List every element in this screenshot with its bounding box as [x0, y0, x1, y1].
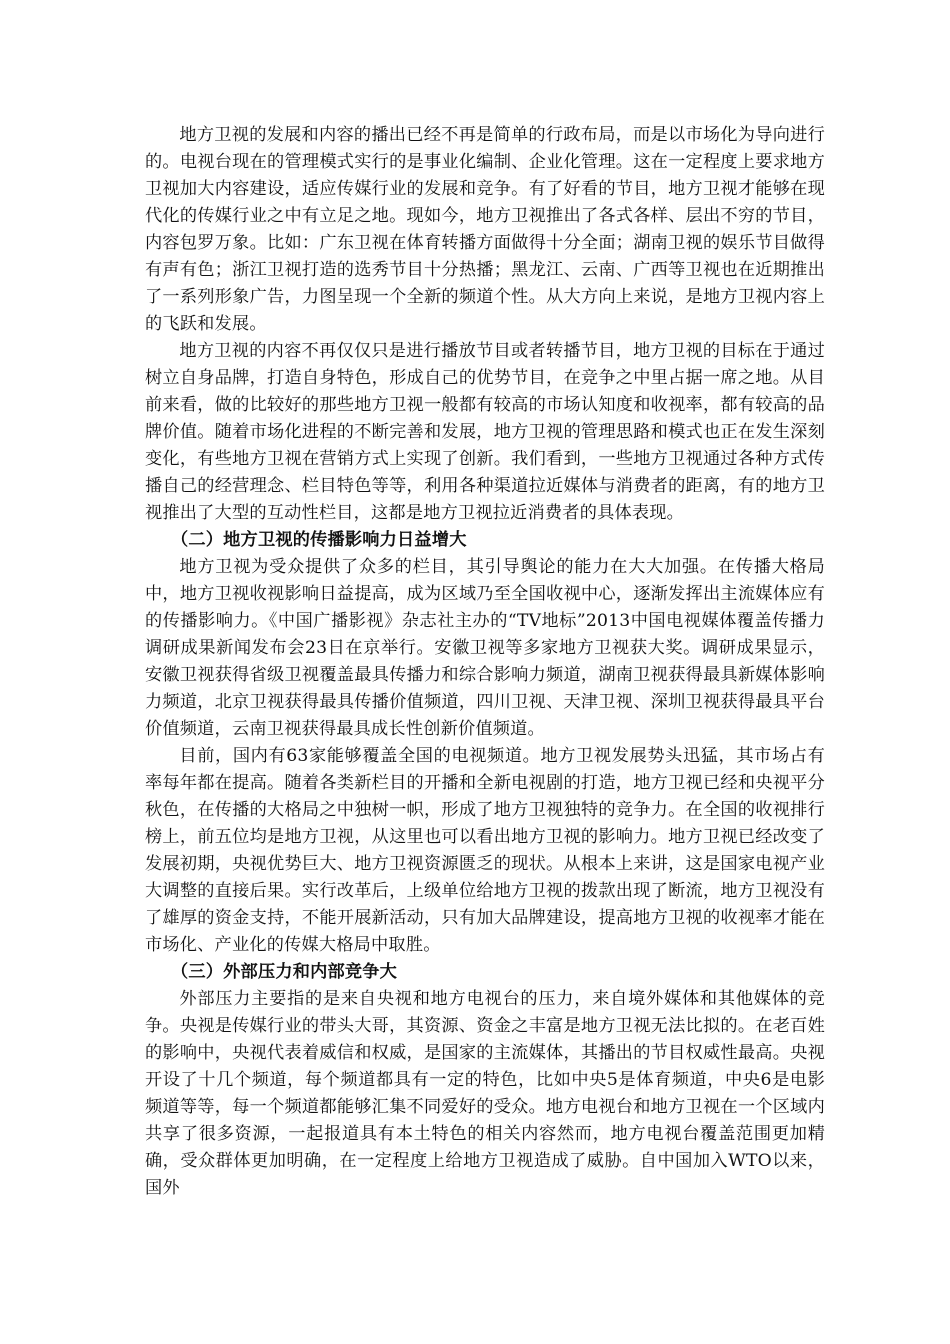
section-heading-influence: （二）地方卫视的传播影响力日益增大 [171, 530, 467, 550]
paragraph-market-share: 目前，国内有63家能够覆盖全国的电视频道。地方卫视发展势头迅猛，其市场占有率每年都在提高。随着各类新栏目的开播和全新电视剧的打造，地方卫视已经和央视平分秋色，在传播的大格局之中独树一帜，形成了地方卫视独特的竞争力。在全国的收视排行榜上，前五位均是地方卫视，从这里也可以看出地方卫视的影响力。地方卫视已经改变了发展初期，央视优势巨大、地方卫视资源匮乏的现状。从根本上来讲，这是国家电视产业大调整的直接后果。实行改革后，上级单位给地方卫视的拨款出现了断流，地方卫视没有了雄厚的资金支持，不能开展新活动，只有加大品牌建设，提高地方卫视的收视率才能在市场化、产业化的传媒大格局中取胜。 [145, 746, 825, 955]
paragraph-external-pressure: 外部压力主要指的是来自央视和地方电视台的压力，来自境外媒体和其他媒体的竞争。央视是传媒行业的带头大哥，其资源、资金之丰富是地方卫视无法比拟的。在老百姓的影响中，央视代表着威信和权威，是国家的主流媒体，其播出的节目权威性最高。央视开设了十几个频道，每个频道都具有一定的特色，比如中央5是体育频道，中央6是电影频道等等，每一个频道都能够汇集不同爱好的受众。地方电视台和地方卫视在一个区域内共享了很多资源，一起报道具有本土特色的相关内容然而，地方电视台覆盖范围更加精确，受众群体更加明确，在一定程度上给地方卫视造成了威胁。自中国加入WTO以来，国外 [145, 989, 825, 1198]
section-heading-competition: （三）外部压力和内部竞争大 [171, 962, 398, 982]
paragraph-influence: 地方卫视为受众提供了众多的栏目，其引导舆论的能力在大大加强。在传播大格局中，地方卫视收视影响日益提高，成为区域乃至全国收视中心，逐渐发挥出主流媒体应有的传播影响力。《中国广播影视》杂志社主办的“TV地标”2013中国电视媒体覆盖传播力调研成果新闻发布会23日在京举行。安徽卫视等多家地方卫视获大奖。调研成果显示，安徽卫视获得省级卫视覆盖最具传播力和综合影响力频道，湖南卫视获得最具新媒体影响力频道，北京卫视获得最具传播价值频道，四川卫视、天津卫视、深圳卫视获得最具平台价值频道，云南卫视获得最具成长性创新价值频道。 [145, 557, 825, 739]
paragraph-content-development: 地方卫视的发展和内容的播出已经不再是简单的行政布局，而是以市场化为导向进行的。电视台现在的管理模式实行的是事业化编制、企业化管理。这在一定程度上要求地方卫视加大内容建设，适应传媒行业的发展和竞争。有了好看的节目，地方卫视才能够在现代化的传媒行业之中有立足之地。现如今，地方卫视推出了各式各样、层出不穷的节目，内容包罗万象。比如：广东卫视在体育转播方面做得十分全面；湖南卫视的娱乐节目做得有声有色；浙江卫视打造的选秀节目十分热播；黑龙江、云南、广西等卫视也在近期推出了一系列形象广告，力图呈现一个全新的频道个性。从大方向上来说，是地方卫视内容上的飞跃和发展。 [145, 125, 825, 334]
document-page [145, 122, 825, 1202]
paragraph-brand-building: 地方卫视的内容不再仅仅只是进行播放节目或者转播节目，地方卫视的目标在于通过树立自身品牌，打造自身特色，形成自己的优势节目，在竞争之中里占据一席之地。从目前来看，做的比较好的那些地方卫视一般都有较高的市场认知度和收视率，都有较高的品牌价值。随着市场化进程的不断完善和发展，地方卫视的管理思路和模式也正在发生深刻变化，有些地方卫视在营销方式上实现了创新。我们看到，一些地方卫视通过各种方式传播自己的经营理念、栏目特色等等，利用各种渠道拉近媒体与消费者的距离，有的地方卫视推出了大型的互动性栏目，这都是地方卫视拉近消费者的具体表现。 [145, 341, 825, 523]
